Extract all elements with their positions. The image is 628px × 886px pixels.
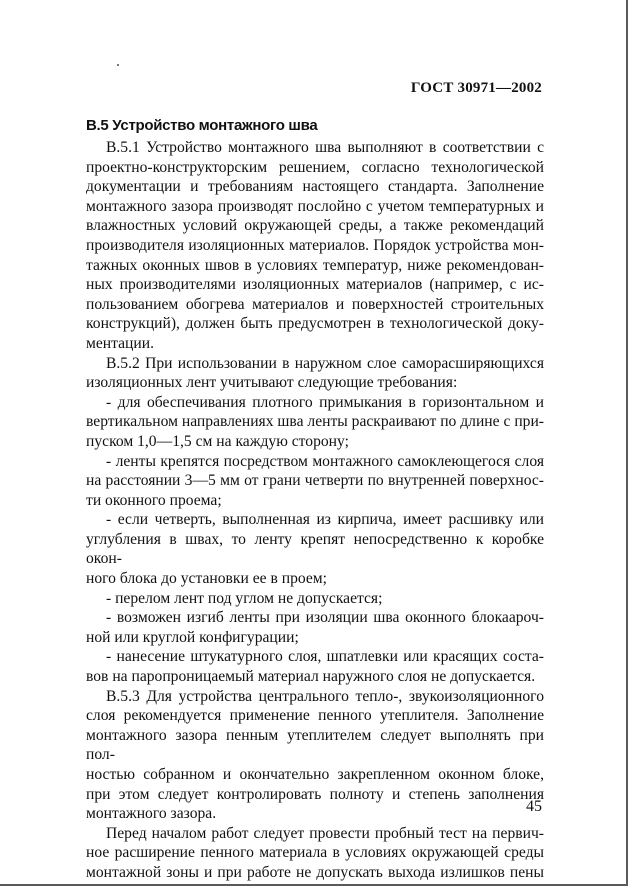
text-line: влажностных условий окружающей среды, а также рекомендаций [86, 217, 544, 235]
list-item-line: ти оконного проема; [86, 491, 222, 509]
document-body [86, 138, 544, 883]
text-line: монтажного зазора производят послойно с учетом температурных и [86, 197, 544, 215]
text-line: монтажного зазора. [86, 805, 217, 823]
text-line: документации и требованиям настоящего стандарта. Заполнение [86, 178, 544, 196]
text-line: ное расширение пенного материала в условиях окружающей среды [86, 844, 544, 862]
text-line: монтажной зоны и при работе не допускать выхода излишков пены [86, 863, 544, 881]
list-item-line: - ленты крепятся посредством монтажного самоклеющегося слоя [106, 452, 544, 470]
text-line: изоляционных лент учитывают следующие требования: [86, 374, 458, 392]
text-line: ментации. [86, 334, 154, 352]
scan-speck [117, 64, 119, 66]
list-item-line: пуском 1,0—1,5 см на каждую сторону; [86, 432, 349, 450]
list-item-line: вертикальном направлениях шва ленты раскраивают по длине с при- [86, 413, 544, 431]
text-line: В.5.2 При использовании в наружном слое саморасширяющихся [106, 354, 544, 372]
list-item-line: углубления в швах, то ленту крепят непосредственно к коробке окон- [86, 530, 544, 568]
section-heading: В.5 Устройство монтажного шва [86, 117, 318, 134]
standard-header: ГОСТ 30971—2002 [410, 80, 542, 96]
text-line: тажных оконных швов в условиях температур, ниже рекомендован- [86, 256, 544, 274]
text-line: пользованием обогрева материалов и поверхностей строительных [86, 295, 544, 313]
text-line: В.5.3 Для устройства центрального тепло-, звукоизоляционного [106, 687, 544, 705]
text-line: ных производителями изоляционных материалов (например, с ис- [86, 276, 544, 294]
list-item-line: - возможен изгиб ленты при изоляции шва оконного блокаароч- [106, 609, 544, 627]
text-line: проектно-конструкторским решением, согласно технологической [86, 158, 544, 176]
list-item-line: вов на паропроницаемый материал наружного слоя не допускается. [86, 668, 536, 686]
list-item-line: - перелом лент под углом не допускается; [106, 589, 383, 607]
text-line: Перед началом работ следует провести пробный тест на первич- [106, 824, 544, 842]
list-item-line: ного блока до установки ее в проем; [86, 570, 327, 588]
list-item-line: - если четверть, выполненная из кирпича, имеет расшивку или [106, 511, 544, 529]
text-line: слоя рекомендуется применение пенного утеплителя. Заполнение [86, 707, 544, 725]
text-line: производителя изоляционных материалов. Порядок устройства мон- [86, 236, 544, 254]
list-item-line: ной или круглой конфигурации; [86, 628, 299, 646]
list-item-line: - нанесение штукатурного слоя, шпатлевки или красящих соста- [106, 648, 544, 666]
text-line: конструкций), должен быть предусмотрен в технологической доку- [86, 315, 544, 333]
page-number: 45 [526, 798, 542, 815]
text-line: монтажного зазора пенным утеплителем следует выполнять при пол- [86, 726, 544, 764]
list-item-line: - для обеспечивания плотного примыкания в горизонтальном и [106, 393, 544, 411]
text-line: В.5.1 Устройство монтажного шва выполняют в соответствии с [106, 139, 544, 156]
text-line: ностью собранном и окончательно закрепленном оконном блоке, [86, 766, 544, 783]
text-line: при этом следует контролировать полноту и степень заполнения [86, 785, 544, 803]
list-item-line: на расстоянии 3—5 мм от грани четверти по внутренней поверхнос- [86, 472, 544, 490]
